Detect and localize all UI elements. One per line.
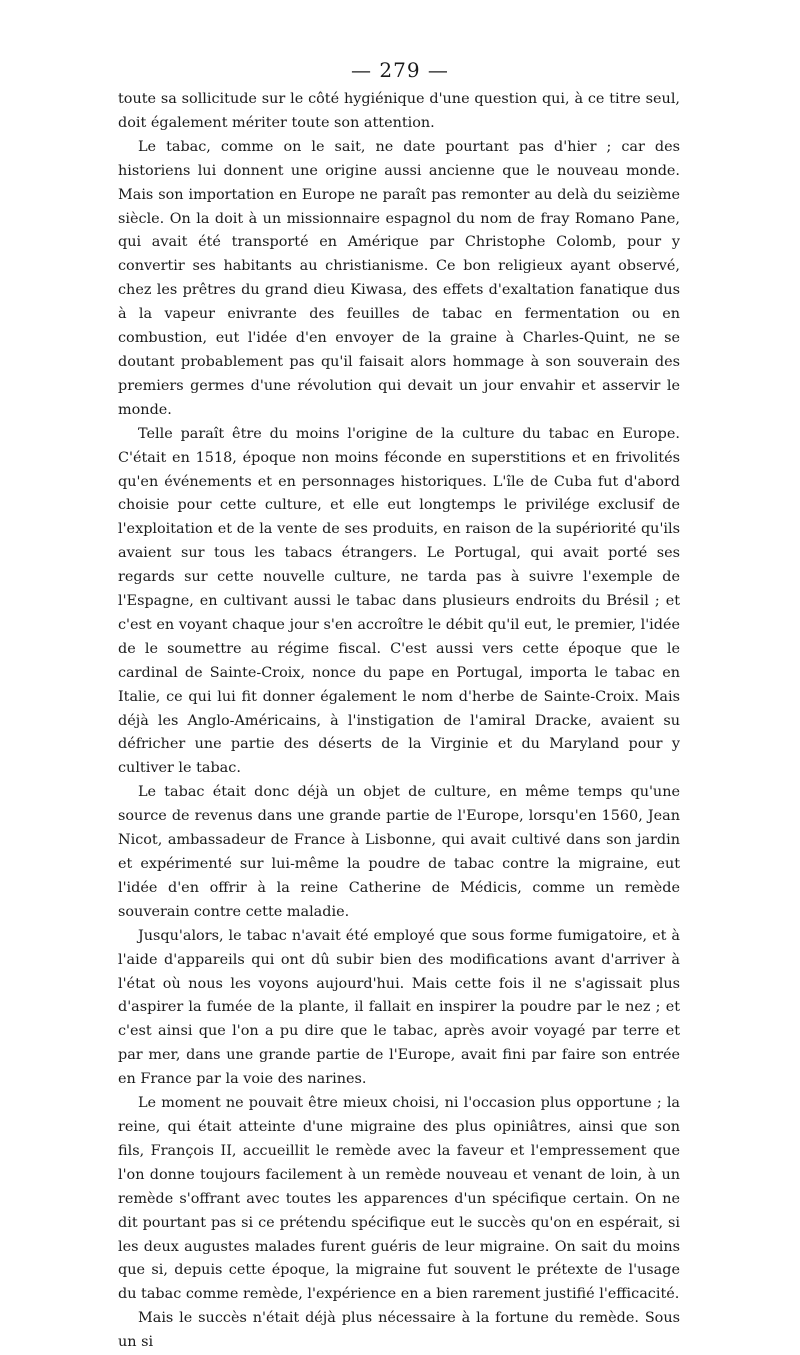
paragraph: Le tabac était donc déjà un objet de culture, en même temps qu'une source de revenus dans une grande partie de l'Europe, lorsqu'en 1560, Jean Nicot, ambassadeur de France à Lisbonne, qui avait cultivé dans son jardin et expérimenté sur lui-même la poudre de tabac contre la migraine, eut l'idée d'en offrir à la reine Catherine de Médicis, comme un remède souverain contre cette maladie. xyxy=(118,784,680,920)
paragraph-continued: toute sa sollicitude sur le côté hygiénique d'une question qui, à ce titre seul, doit également mériter toute son attention. xyxy=(118,91,680,131)
page-number: — 279 — xyxy=(351,58,449,82)
paragraph: Le tabac, comme on le sait, ne date pourtant pas d'hier ; car des historiens lui donnent une origine aussi ancienne que le nouveau monde. Mais son importation en Europe ne paraît pas remonter au delà du seizième siècle. On la doit à un missionnaire espagnol du nom de fray Romano Pane, qui avait été transporté en Amérique par Christophe Colomb, pour y convertir ses habitants au christianisme. Ce bon religieux ayant observé, chez les prêtres du grand dieu Kiwasa, des effets d'exaltation fanatique dus à la vapeur enivrante des feuilles de tabac en fermentation ou en combustion, eut l'idée d'en envoyer de la graine à Charles-Quint, ne se doutant probablement pas qu'il faisait alors hommage à son souverain des premiers germes d'une révolution qui devait un jour envahir et asservir le monde. xyxy=(118,138,680,418)
paragraph: Jusqu'alors, le tabac n'avait été employé que sous forme fumigatoire, et à l'aide d'appareils qui ont dû subir bien des modifications avant d'arriver à l'état où nous les voyons aujourd'hui. Mais cette fois il ne s'agissait plus d'aspirer la fumée de la plante, il fallait en inspirer la poudre par le nez ; et c'est ainsi que l'on a pu dire que le tabac, après avoir voyagé par terre et par mer, dans une grande partie de l'Europe, avait fini par faire son entrée en France par la voie des narines. xyxy=(118,927,680,1088)
paragraph: Mais le succès n'était déjà plus nécessaire à la fortune du remède. Sous un si xyxy=(118,1310,680,1351)
paragraph: Le moment ne pouvait être mieux choisi, ni l'occasion plus opportune ; la reine, qui était atteinte d'une migraine des plus opiniâtres, ainsi que son fils, François II, accueillit le remède avec la faveur et l'empressement que l'on donne toujours facilement à un remède nouveau et venant de loin, à un remède s'offrant avec toutes les apparences d'un spécifique certain. On ne dit pourtant pas si ce prétendu spécifique eut le succès qu'on en espérait, si les deux augustes malades furent guéris de leur migraine. On sait du moins que si, depuis cette époque, la migraine fut souvent le prétexte de l'usage du tabac comme remède, l'expérience en a bien rarement justifié l'efficacité. xyxy=(118,1095,680,1303)
body-text xyxy=(118,88,680,1355)
paragraph: Telle paraît être du moins l'origine de la culture du tabac en Europe. C'était en 1518, époque non moins féconde en superstitions et en frivolités qu'en événements et en personnages historiques. L'île de Cuba fut d'abord choisie pour cette culture, et elle eut longtemps le privilége exclusif de l'exploitation et de la vente de ses produits, en raison de la supériorité qu'ils avaient sur tous les tabacs étrangers. Le Portugal, qui avait porté ses regards sur cette nouvelle culture, ne tarda pas à suivre l'exemple de l'Espagne, en cultivant aussi le tabac dans plusieurs endroits du Brésil ; et c'est en voyant chaque jour s'en accroître le débit qu'il eut, le premier, l'idée de le soumettre au régime fiscal. C'est aussi vers cette époque que le cardinal de Sainte-Croix, nonce du pape en Portugal, importa le tabac en Italie, ce qui lui fit donner également le nom d'herbe de Sainte-Croix. Mais déjà les Anglo-Américains, à l'instigation de l'amiral Dracke, avaient su défricher une partie des déserts de la Virginie et du Maryland pour y cultiver le tabac. xyxy=(118,425,680,777)
